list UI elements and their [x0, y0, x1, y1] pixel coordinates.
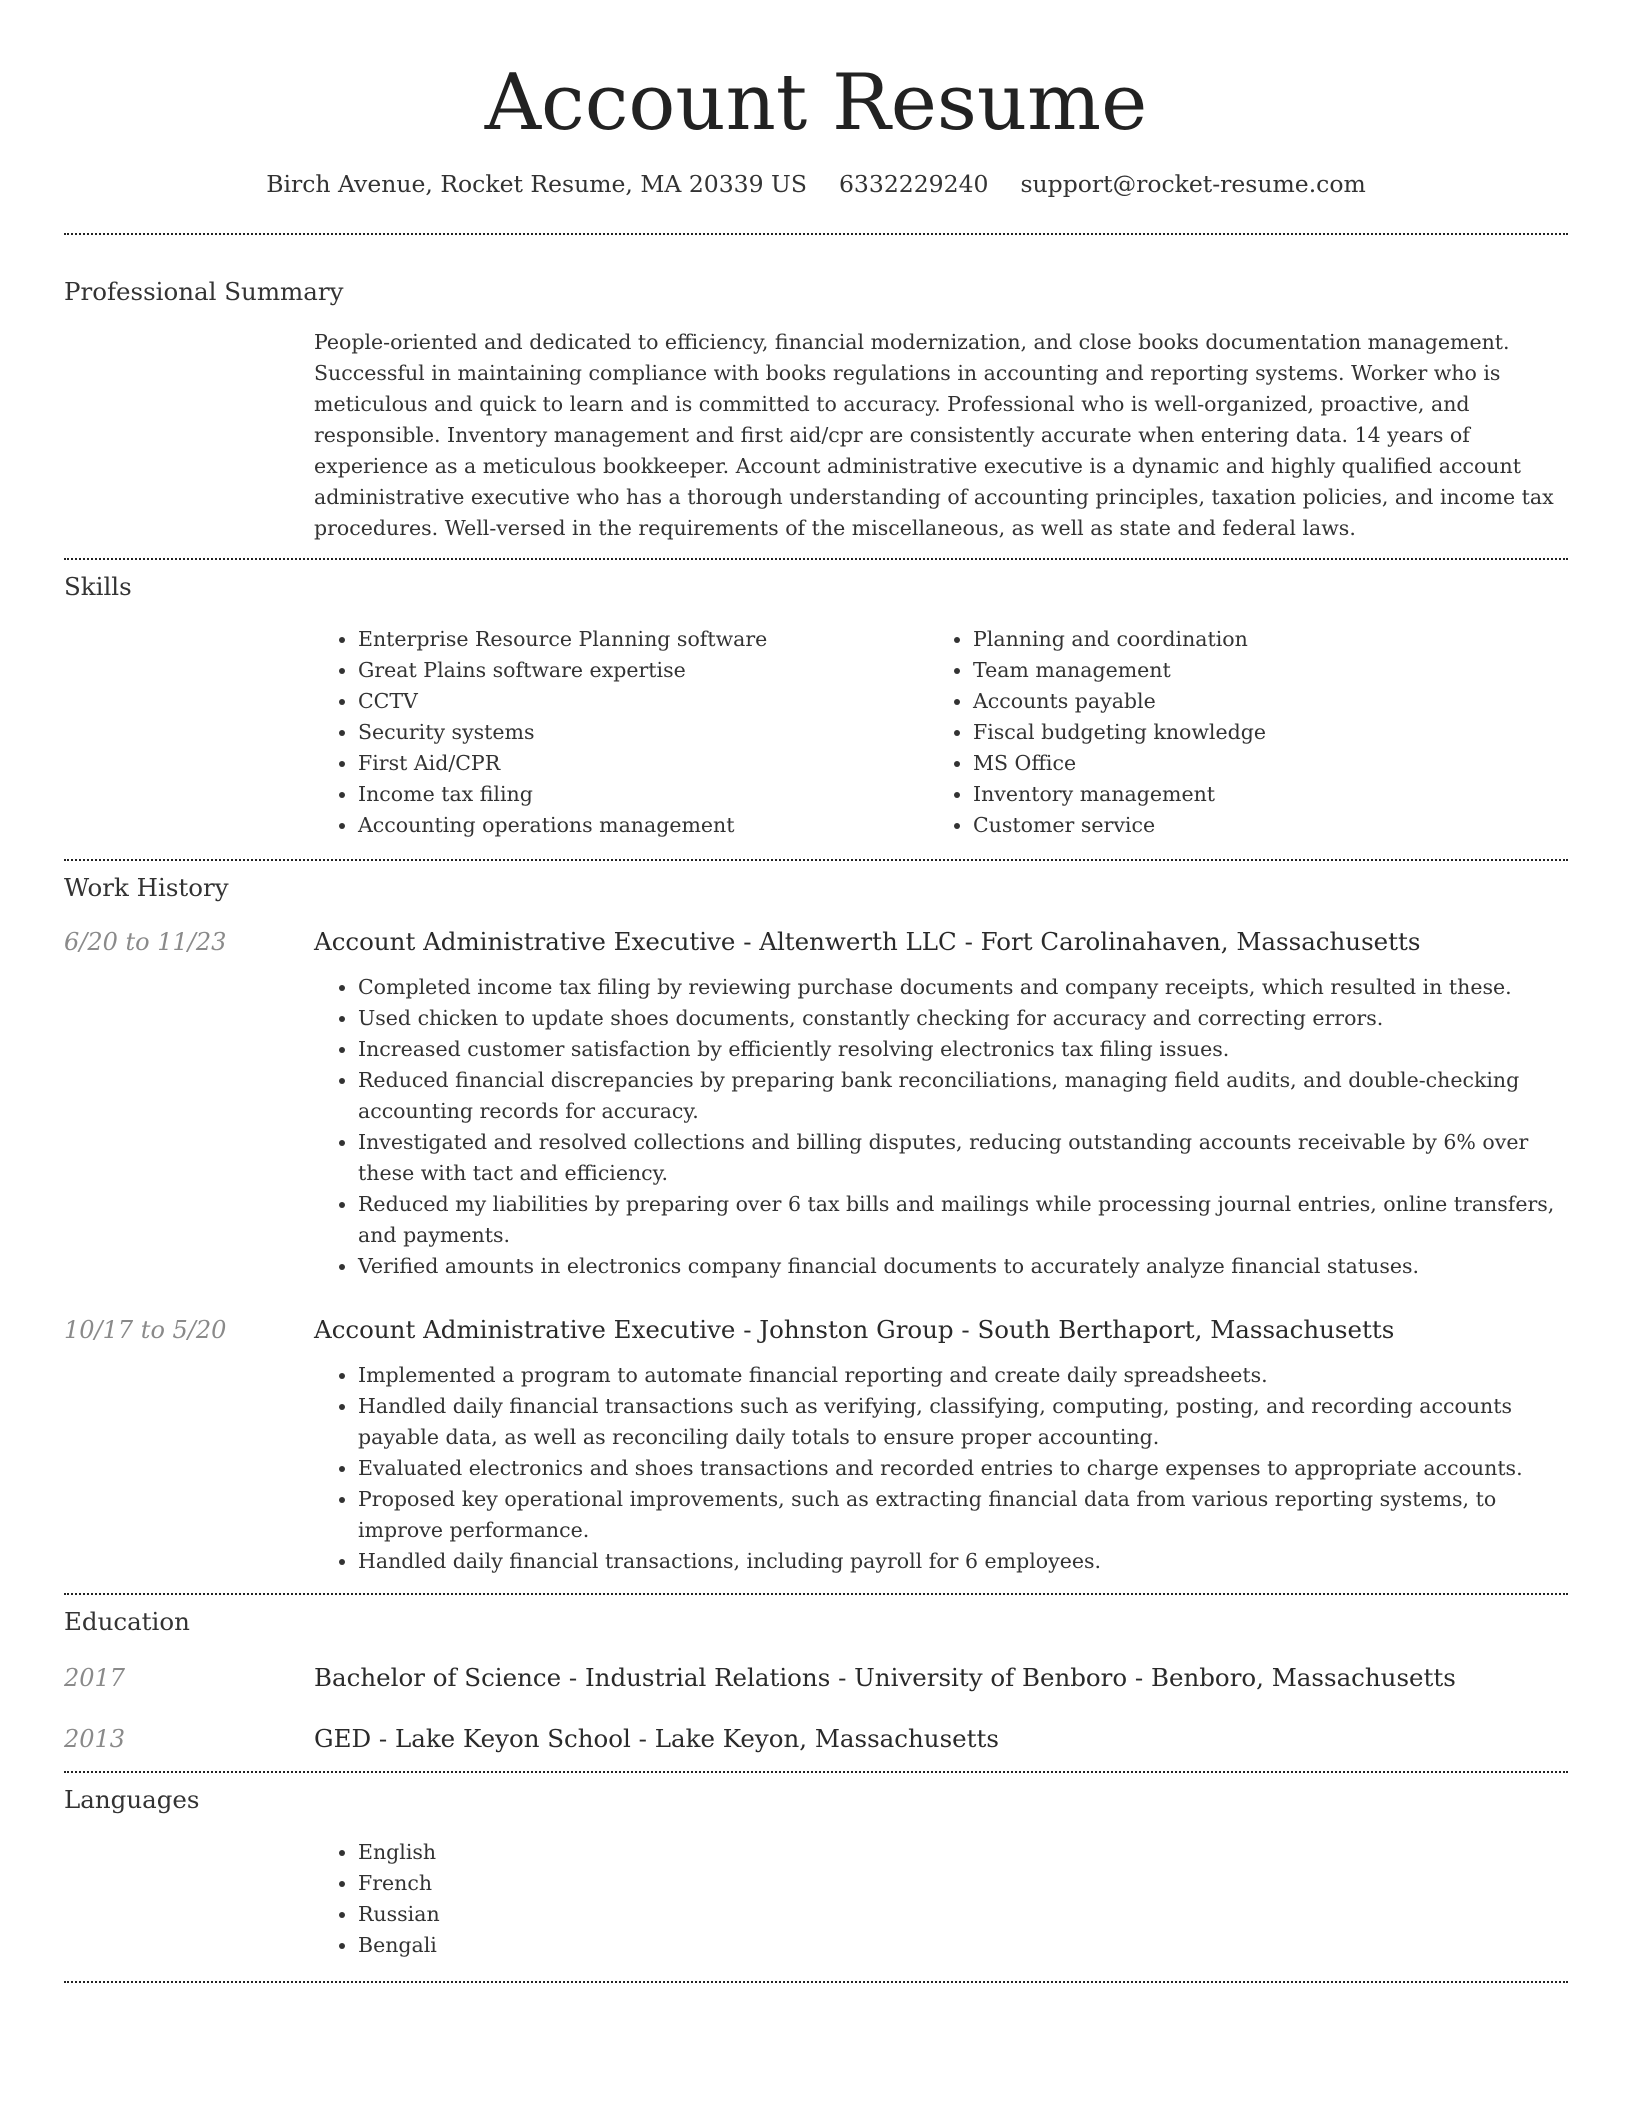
list-item: • Fiscal budgeting knowledge: [973, 717, 1544, 748]
job-header: [64, 1315, 1568, 1344]
list-item: • Investigated and resolved collections and billing disputes, reducing outstanding accounts receivable by 6% over these with tact and efficiency.: [358, 1127, 1568, 1189]
list-item: • Great Plains software expertise: [358, 655, 929, 686]
contact-address: Birch Avenue, Rocket Resume, MA 20339 US: [266, 170, 807, 198]
section-title-summary: Professional Summary: [64, 277, 344, 306]
list-item: • Evaluated electronics and shoes transactions and recorded entries to charge expenses to appropriate accounts.: [358, 1453, 1568, 1484]
job-entry: [64, 927, 1568, 1282]
contact-phone: 6332229240: [838, 170, 989, 198]
list-item: • Inventory management: [973, 779, 1544, 810]
resume-page: [64, 0, 1568, 1983]
summary-text: People-oriented and dedicated to efficiency, financial modernization, and close books documentation management. Successful in maintaining compliance with books regulations in accounting and reporting systems. Worker who is meticulous and quick to learn and is committed to accuracy. Professional who is well-organized, proactive, and responsible. Inventory management and first aid/cpr are consistently accurate when entering data. 14 years of experience as a meticulous bookkeeper. Account administrative executive is a dynamic and highly qualified account administrative executive who has a thorough understanding of accounting principles, taxation policies, and income tax procedures. Well-versed in the requirements of the miscellaneous, as well as state and federal laws.: [314, 330, 1554, 540]
languages-wrap: [314, 1837, 1568, 1961]
job-bullets-wrap: [314, 972, 1568, 1282]
divider: [64, 1981, 1568, 1983]
list-item: • Security systems: [358, 717, 929, 748]
job-entry: [64, 1315, 1568, 1577]
list-item: • Handled daily financial transactions such as verifying, classifying, computing, posting, and recording accounts payable data, as well as reconciling daily totals to ensure proper accounting.: [358, 1391, 1568, 1453]
list-item: • First Aid/CPR: [358, 748, 929, 779]
list-item: • Reduced financial discrepancies by preparing bank reconciliations, managing field audits, and double-checking accounting records for accuracy.: [358, 1065, 1568, 1127]
job-date: 6/20 to 11/23: [64, 928, 227, 956]
skills-column-left: [314, 624, 929, 841]
education-date: 2017: [64, 1664, 126, 1692]
skills-list: [314, 624, 1568, 841]
section-title-education: Education: [64, 1607, 190, 1636]
education-title: GED - Lake Keyon School - Lake Keyon, Massachusetts: [314, 1724, 999, 1753]
divider: [64, 1593, 1568, 1595]
contact-email: support@rocket-resume.com: [1020, 170, 1366, 198]
list-item: • MS Office: [973, 748, 1544, 779]
job-title: Account Administrative Executive - Johnston Group - South Berthaport, Massachusetts: [314, 1315, 1395, 1344]
divider: [64, 233, 1568, 235]
resume-title: Account Resume: [484, 58, 1148, 148]
education-title: Bachelor of Science - Industrial Relations - University of Benboro - Benboro, Massachusetts: [314, 1663, 1456, 1692]
section-title-work-history: Work History: [64, 873, 229, 902]
section-title-skills: Skills: [64, 572, 132, 601]
list-item: • Russian: [358, 1899, 1568, 1930]
list-item: • Increased customer satisfaction by efficiently resolving electronics tax filing issues.: [358, 1034, 1568, 1065]
job-header: [64, 927, 1568, 956]
skills-column-right: [929, 624, 1544, 841]
divider: [64, 1771, 1568, 1773]
list-item: • Customer service: [973, 810, 1544, 841]
list-item: • French: [358, 1868, 1568, 1899]
job-bullets-wrap: [314, 1360, 1568, 1577]
list-item: • Team management: [973, 655, 1544, 686]
list-item: • Verified amounts in electronics company financial documents to accurately analyze financial statuses.: [358, 1251, 1568, 1282]
list-item: • English: [358, 1837, 1568, 1868]
list-item: • Used chicken to update shoes documents, constantly checking for accuracy and correcting errors.: [358, 1003, 1568, 1034]
list-item: • CCTV: [358, 686, 929, 717]
list-item: • Handled daily financial transactions, including payroll for 6 employees.: [358, 1546, 1568, 1577]
job-bullets: [314, 1360, 1568, 1577]
list-item: • Planning and coordination: [973, 624, 1544, 655]
list-item: • Implemented a program to automate financial reporting and create daily spreadsheets.: [358, 1360, 1568, 1391]
list-item: • Proposed key operational improvements, such as extracting financial data from various reporting systems, to improve performance.: [358, 1484, 1568, 1546]
languages-list: [314, 1837, 1568, 1961]
job-title: Account Administrative Executive - Altenwerth LLC - Fort Carolinahaven, Massachusetts: [314, 927, 1421, 956]
list-item: • Reduced my liabilities by preparing over 6 tax bills and mailings while processing journal entries, online transfers, and payments.: [358, 1189, 1568, 1251]
list-item: • Completed income tax filing by reviewing purchase documents and company receipts, which resulted in these.: [358, 972, 1568, 1003]
list-item: • Accounting operations management: [358, 810, 929, 841]
list-item: • Enterprise Resource Planning software: [358, 624, 929, 655]
section-title-languages: Languages: [64, 1785, 200, 1814]
contact-line: [64, 170, 1568, 198]
divider: [64, 558, 1568, 560]
list-item: • Accounts payable: [973, 686, 1544, 717]
education-date: 2013: [64, 1725, 126, 1753]
education-entry: [64, 1724, 1568, 1753]
list-item: • Income tax filing: [358, 779, 929, 810]
list-item: • Bengali: [358, 1930, 1568, 1961]
divider: [64, 859, 1568, 861]
job-date: 10/17 to 5/20: [64, 1316, 227, 1344]
job-bullets: [314, 972, 1568, 1282]
education-entry: [64, 1663, 1568, 1692]
